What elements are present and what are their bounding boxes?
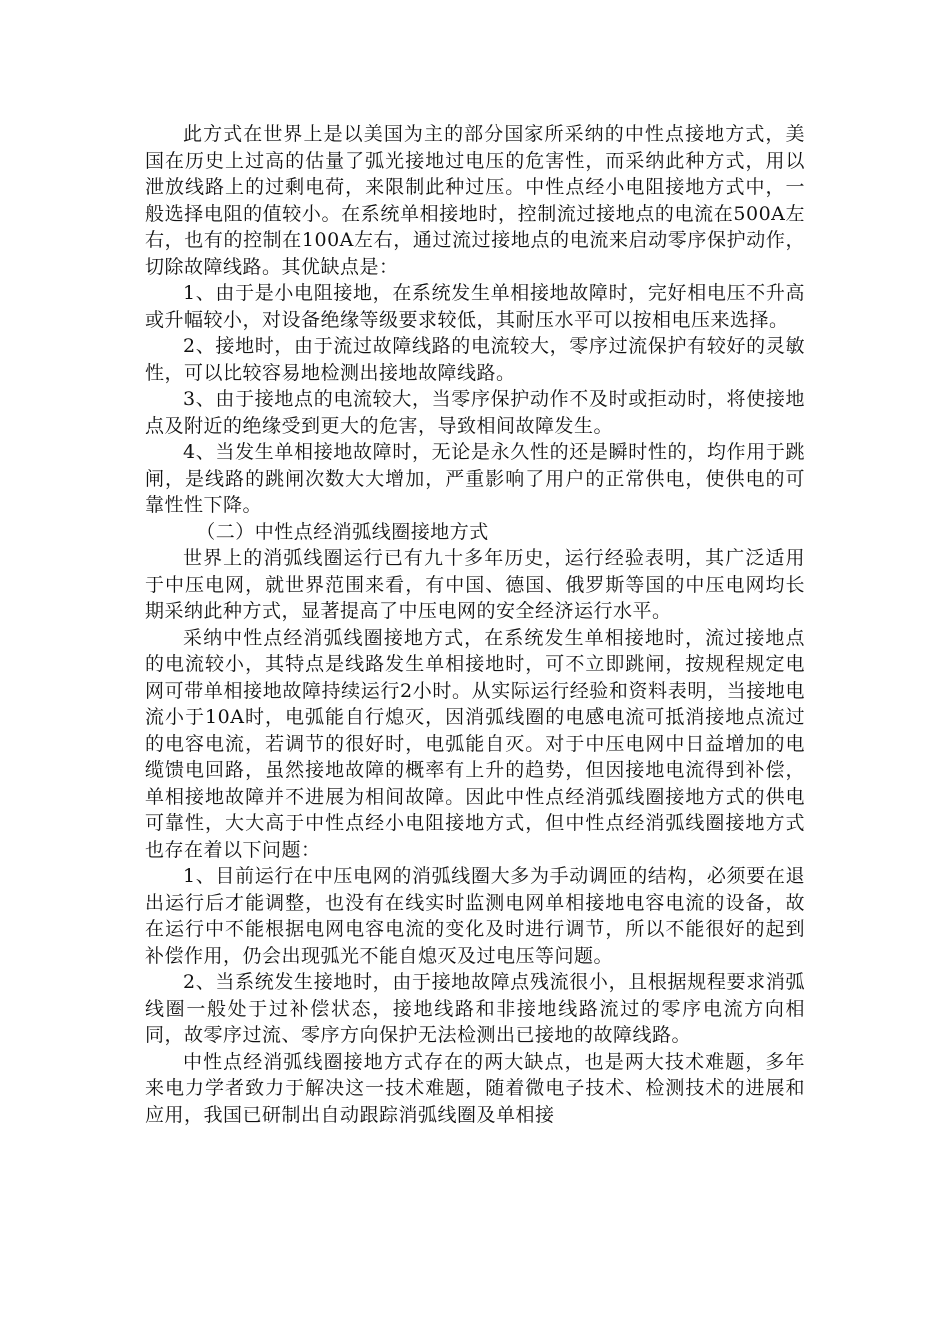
list-item: 2、接地时，由于流过故障线路的电流较大，零序过流保护有较好的灵敏性，可以比较容易地检测出接地故障线路。 xyxy=(145,335,805,384)
paragraph: 采纳中性点经消弧线圈接地方式，在系统发生单相接地时，流过接地点的电流较小，其特点是线路发生单相接地时，可不立即跳闸，按规程规定电网可带单相接地故障持续运行2小时。从实际运行经验和资料表明，当接地电流小于10A时，电弧能自行熄灭，因消弧线圈的电感电流可抵消接地点流过的电容电流，若调节的很好时，电弧能自灭。对于中压电网中日益增加的电缆馈电回路，虽然接地故障的概率有上升的趋势，但因接地电流得到补偿，单相接地故障并不进展为相间故障。因此中性点经消弧线圈接地方式的供电可靠性，大大高于中性点经小电阻接地方式，但中性点经消弧线圈接地方式也存在着以下问题： xyxy=(145,626,805,861)
section-heading: （二）中性点经消弧线圈接地方式 xyxy=(196,520,489,543)
paragraph: 中性点经消弧线圈接地方式存在的两大缺点，也是两大技术难题，多年来电力学者致力于解决这一技术难题，随着微电子技术、检测技术的进展和应用，我国已研制出自动跟踪消弧线圈及单相接 xyxy=(145,1050,805,1126)
list-item: 1、目前运行在中压电网的消弧线圈大多为手动调匝的结构，必须要在退出运行后才能调整，也没有在线实时监测电网单相接地电容电流的设备，故在运行中不能根据电网电容电流的变化及时进行调节，所以不能很好的起到补偿作用，仍会出现弧光不能自熄灭及过电压等问题。 xyxy=(145,865,805,967)
list-item: 3、由于接地点的电流较大，当零序保护动作不及时或拒动时，将使接地点及附近的绝缘受到更大的危害，导致相间故障发生。 xyxy=(145,388,805,437)
document-body xyxy=(145,121,805,1128)
list-item: 2、当系统发生接地时，由于接地故障点残流很小，且根据规程要求消弧线圈一般处于过补偿状态，接地线路和非接地线路流过的零序电流方向相同，故零序过流、零序方向保护无法检测出已接地的故障线路。 xyxy=(145,971,805,1046)
paragraph-intro: 此方式在世界上是以美国为主的部分国家所采纳的中性点接地方式，美国在历史上过高的估量了弧光接地过电压的危害性，而采纳此种方式，用以泄放线路上的过剩电荷，来限制此种过压。中性点经小电阻接地方式中，一般选择电阻的值较小。在系统单相接地时，控制流过接地点的电流在500A左右，也有的控制在100A左右，通过流过接地点的电流来启动零序保护动作，切除故障线路。其优缺点是： xyxy=(145,123,805,278)
paragraph: 世界上的消弧线圈运行已有九十多年历史，运行经验表明，其广泛适用于中压电网，就世界范围来看，有中国、德国、俄罗斯等国的中压电网均长期采纳此种方式，显著提高了中压电网的安全经济运行水平。 xyxy=(145,547,805,622)
list-item: 1、由于是小电阻接地，在系统发生单相接地故障时，完好相电压不升高或升幅较小，对设备绝缘等级要求较低，其耐压水平可以按相电压来选择。 xyxy=(145,282,805,331)
list-item: 4、当发生单相接地故障时，无论是永久性的还是瞬时性的，均作用于跳闸，是线路的跳闸次数大大增加，严重影响了用户的正常供电，使供电的可靠性性下降。 xyxy=(145,441,805,516)
